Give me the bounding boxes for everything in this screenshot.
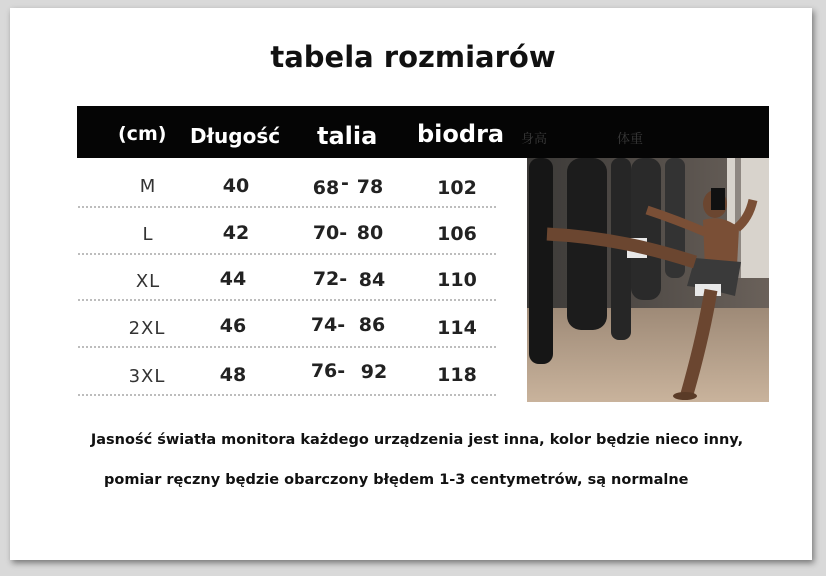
row-divider bbox=[78, 394, 496, 396]
table-row-waist-to: 78 bbox=[356, 176, 384, 198]
table-row-waist-to: 92 bbox=[360, 361, 388, 383]
table-row-waist-to: 84 bbox=[358, 269, 386, 291]
table-row-waist-from: 74- bbox=[310, 314, 346, 336]
header-faint-height: 身高 bbox=[521, 132, 548, 147]
row-divider bbox=[78, 253, 496, 255]
table-row-waist-to: 86 bbox=[358, 314, 386, 336]
table-row-hips: 110 bbox=[437, 269, 477, 291]
disclaimer-line-1: Jasność światła monitora każdego urządzenia jest inna, kolor będzie nieco inny, bbox=[90, 432, 744, 448]
table-row-hips: 118 bbox=[437, 364, 477, 386]
table-row-hips: 102 bbox=[437, 177, 477, 199]
table-row-size: 3XL bbox=[128, 366, 166, 387]
table-row-size: 2XL bbox=[128, 318, 166, 339]
table-row-length: 46 bbox=[219, 315, 247, 337]
table-row-hips: 106 bbox=[437, 223, 477, 245]
table-row-hips: 114 bbox=[437, 317, 477, 339]
table-row-waist-from: 70- bbox=[312, 222, 348, 244]
table-row-waist-from: 72- bbox=[312, 268, 348, 290]
model-kicking-image bbox=[527, 158, 769, 402]
disclaimer-line-2: pomiar ręczny będzie obarczony błędem 1-3 centymetrów, są normalne bbox=[104, 472, 689, 488]
table-row-waist-from: 68 bbox=[312, 177, 340, 199]
header-hips: biodra bbox=[417, 120, 505, 148]
header-waist: talia bbox=[317, 122, 378, 150]
row-divider bbox=[78, 206, 496, 208]
page-title: tabela rozmiarów bbox=[270, 40, 556, 74]
table-row-size: XL bbox=[135, 271, 161, 292]
table-row-length: 42 bbox=[222, 222, 250, 244]
table-row-length: 48 bbox=[219, 364, 247, 386]
table-row-length: 44 bbox=[219, 268, 247, 290]
table-row-size: M bbox=[139, 176, 157, 197]
row-divider bbox=[78, 346, 496, 348]
table-row-waist-to: 80 bbox=[356, 222, 384, 244]
product-photo bbox=[527, 158, 769, 402]
table-row-waist-sep: - bbox=[341, 172, 349, 194]
table-row-length: 40 bbox=[222, 175, 250, 197]
table-row-size: L bbox=[142, 224, 154, 245]
table-row-waist-from: 76- bbox=[310, 360, 346, 382]
header-faint-weight: 体重 bbox=[617, 132, 644, 147]
header-length: Długość bbox=[190, 124, 281, 148]
header-unit: (cm) bbox=[118, 123, 167, 145]
row-divider bbox=[78, 299, 496, 301]
